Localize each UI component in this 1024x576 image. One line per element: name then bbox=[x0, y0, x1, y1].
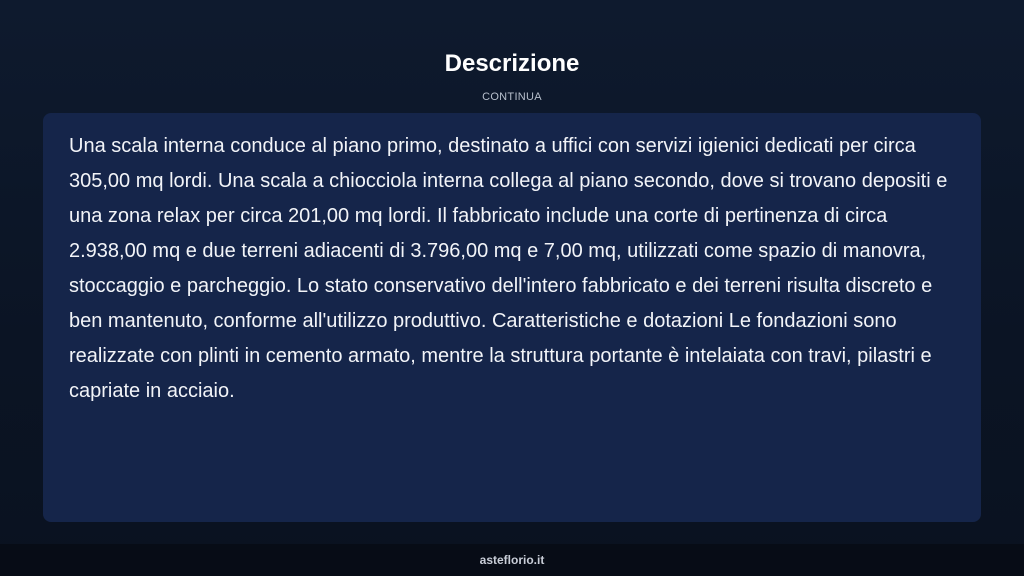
page-title: Descrizione bbox=[444, 50, 580, 77]
slide-header bbox=[0, 0, 1024, 110]
continued-label: CONTINUA bbox=[482, 91, 542, 103]
description-card bbox=[43, 113, 981, 522]
footer-brand: asteflorio.it bbox=[479, 553, 545, 567]
footer-bar bbox=[0, 544, 1024, 576]
description-text: Una scala interna conduce al piano primo, destinato a uffici con servizi igienici dedicati per circa 305,00 mq lordi. Una scala a chiocciola interna collega al piano secondo, dove si trovano depositi e una zona relax per circa 201,00 mq lordi. Il fabbricato include una corte di pertinenza di circa 2.938,00 mq e due terreni adiacenti di 3.796,00 mq e 7,00 mq, utilizzati come spazio di manovra, stoccaggio e parcheggio. Lo stato conservativo dell'intero fabbricato e dei terreni risulta discreto e ben mantenuto, conforme all'utilizzo produttivo. Caratteristiche e dotazioni Le fondazioni sono realizzate con plinti in cemento armato, mentre la struttura portante è intelaiata con travi, pilastri e capriate in acciaio. bbox=[69, 135, 948, 402]
